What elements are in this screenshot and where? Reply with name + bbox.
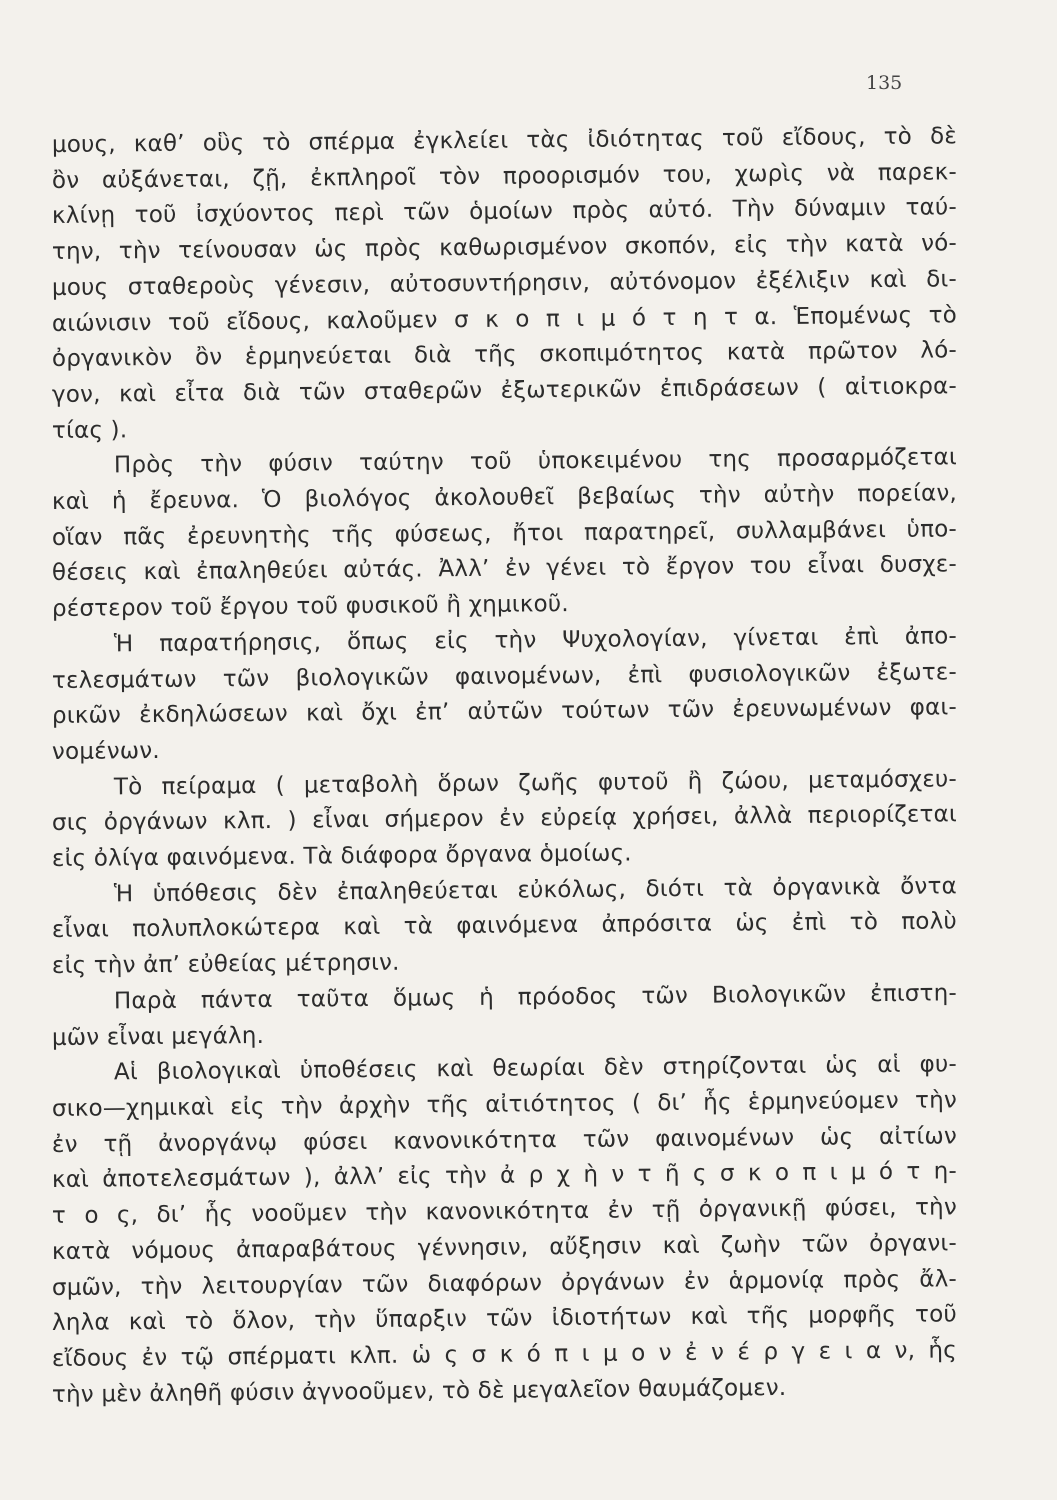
text-line: τὴν μὲν ἀληθῆ φύσιν ἀγνοοῦμεν, τὸ δὲ μεγαλεῖον θαυμάζομεν. bbox=[51, 1374, 787, 1408]
text-line: Ἡ ὑπόθεσις δὲν ἐπαληθεύεται εὐκόλως, διότι τὰ ὀργανικὰ ὄντα bbox=[113, 873, 958, 908]
text-line: σμῶν, τὴν λειτουργίαν τῶν διαφόρων ὀργάνων ἐν ἁρμονίᾳ πρὸς ἄλ- bbox=[51, 1265, 958, 1301]
text-line: σις ὀργάνων κλπ. ) εἶναι σήμερον ἐν εὐρείᾳ χρήσει, ἀλλὰ περιορίζεται bbox=[51, 801, 958, 837]
text-line: οἵαν πᾶς ἐρευνητὴς τῆς φύσεως, ἤτοι παρατηρεῖ, συλλαμβάνει ὑπο- bbox=[51, 516, 958, 551]
text-line: ληλα καὶ τὸ ὅλον, τὴν ὕπαρξιν τῶν ἰδιοτήτων καὶ τῆς μορφῆς τοῦ bbox=[51, 1301, 958, 1337]
text-line: Πρὸς τὴν φύσιν ταύτην τοῦ ὑποκειμένου της προσαρμόζεται bbox=[113, 444, 958, 479]
text-line: κλίνῃ τοῦ ἰσχύοντος περὶ τῶν ὁμοίων πρὸς αὐτό. Τὴν δύναμιν ταύ- bbox=[51, 194, 958, 230]
text-line: τ ο ς, δι’ ἧς νοοῦμεν τὴν κανονικότητα ἐν τῇ ὀργανικῇ φύσει, τὴν bbox=[51, 1194, 958, 1230]
text-line: εἰς τὴν ἀπ’ εὐθείας μέτρησιν. bbox=[51, 949, 400, 980]
text-line: μους, καθ’ οὓς τὸ σπέρμα ἐγκλείει τὰς ἰδιότητας τοῦ εἴδους, τὸ δὲ bbox=[51, 123, 958, 158]
text-line: μους σταθεροὺς γένεσιν, αὐτοσυντήρησιν, αὐτόνομον ἐξέλιξιν καὶ δι- bbox=[51, 266, 958, 301]
text-line: εἶναι πολυπλοκώτερα καὶ τὰ φαινόμενα ἀπρόσιτα ὡς ἐπὶ τὸ πολὺ bbox=[51, 908, 958, 944]
text-line: γον, καὶ εἶτα διὰ τῶν σταθερῶν ἐξωτερικῶν ἐπιδράσεων ( αἰτιοκρα- bbox=[51, 373, 958, 408]
text-line: ἐν τῇ ἀνοργάνῳ φύσει κανονικότητα τῶν φαινομένων ὡς αἰτίων bbox=[51, 1123, 958, 1158]
text-line: ρέστερον τοῦ ἔργου τοῦ φυσικοῦ ἢ χημικοῦ. bbox=[51, 591, 569, 623]
text-line: τίας ). bbox=[51, 416, 128, 444]
text-line: κατὰ νόμους ἀπαραβάτους γέννησιν, αὔξησιν καὶ ζωὴν τῶν ὀργανι- bbox=[51, 1230, 958, 1265]
text-line: εἰς ὀλίγα φαινόμενα. Τὰ διάφορα ὄργανα ὁμοίως. bbox=[51, 840, 632, 873]
text-line: την, τὴν τείνουσαν ὡς πρὸς καθωρισμένον σκοπόν, εἰς τὴν κατὰ νό- bbox=[51, 230, 958, 266]
body-text bbox=[51, 123, 958, 1413]
text-line: καὶ ἀποτελεσμάτων ), ἀλλ’ εἰς τὴν ἀ ρ χ ὴ ν τ ῆ ς σ κ ο π ι μ ό τ η- bbox=[51, 1158, 958, 1194]
text-line: Ἡ παρατήρησις, ὅπως εἰς τὴν Ψυχολογίαν, γίνεται ἐπὶ ἀπο- bbox=[113, 623, 958, 658]
page-number: 135 bbox=[866, 72, 903, 94]
text-line: θέσεις καὶ ἐπαληθεύει αὐτάς. Ἀλλ’ ἐν γένει τὸ ἔργον του εἶναι δυσχε- bbox=[51, 551, 958, 587]
text-line: αιώνισιν τοῦ εἴδους, καλοῦμεν σ κ ο π ι μ ό τ η τ α. Ἑπομένως τὸ bbox=[51, 301, 958, 337]
text-line: ὀργανικὸν ὂν ἑρμηνεύεται διὰ τῆς σκοπιμότητος κατὰ πρῶτον λό- bbox=[51, 337, 958, 373]
text-line: νομένων. bbox=[51, 737, 160, 765]
text-line: Τὸ πείραμα ( μεταβολὴ ὅρων ζωῆς φυτοῦ ἢ ζώου, μεταμόσχευ- bbox=[113, 765, 958, 801]
text-line: τελεσμάτων τῶν βιολογικῶν φαινομένων, ἐπὶ φυσιολογικῶν ἐξωτε- bbox=[51, 658, 958, 694]
text-line: Παρὰ πάντα ταῦτα ὅμως ἡ πρόοδος τῶν Βιολογικῶν ἐπιστη- bbox=[113, 980, 958, 1015]
text-line: σικο—χημικαὶ εἰς τὴν ἀρχὴν τῆς αἰτιότητος ( δι’ ἧς ἑρμηνεύομεν τὴν bbox=[51, 1087, 958, 1122]
text-line: καὶ ἡ ἔρευνα. Ὁ βιολόγος ἀκολουθεῖ βεβαίως τὴν αὐτὴν πορείαν, bbox=[51, 480, 958, 516]
text-line: εἴδους ἐν τῷ σπέρματι κλπ. ὡ ς σ κ ό π ι μ ο ν ἐ ν έ ρ γ ε ι α ν, ἧς bbox=[51, 1337, 958, 1372]
text-line: ὂν αὐξάνεται, ζῇ, ἐκπληροῖ τὸν προορισμόν του, χωρὶς νὰ παρεκ- bbox=[51, 159, 958, 194]
text-line: ρικῶν ἐκδηλώσεων καὶ ὄχι ἐπ’ αὐτῶν τούτων τῶν ἐρευνωμένων φαι- bbox=[51, 694, 958, 730]
text-line: μῶν εἶναι μεγάλη. bbox=[51, 1022, 265, 1051]
text-line: Αἱ βιολογικαὶ ὑποθέσεις καὶ θεωρίαι δὲν στηρίζονται ὡς αἱ φυ- bbox=[113, 1051, 958, 1086]
